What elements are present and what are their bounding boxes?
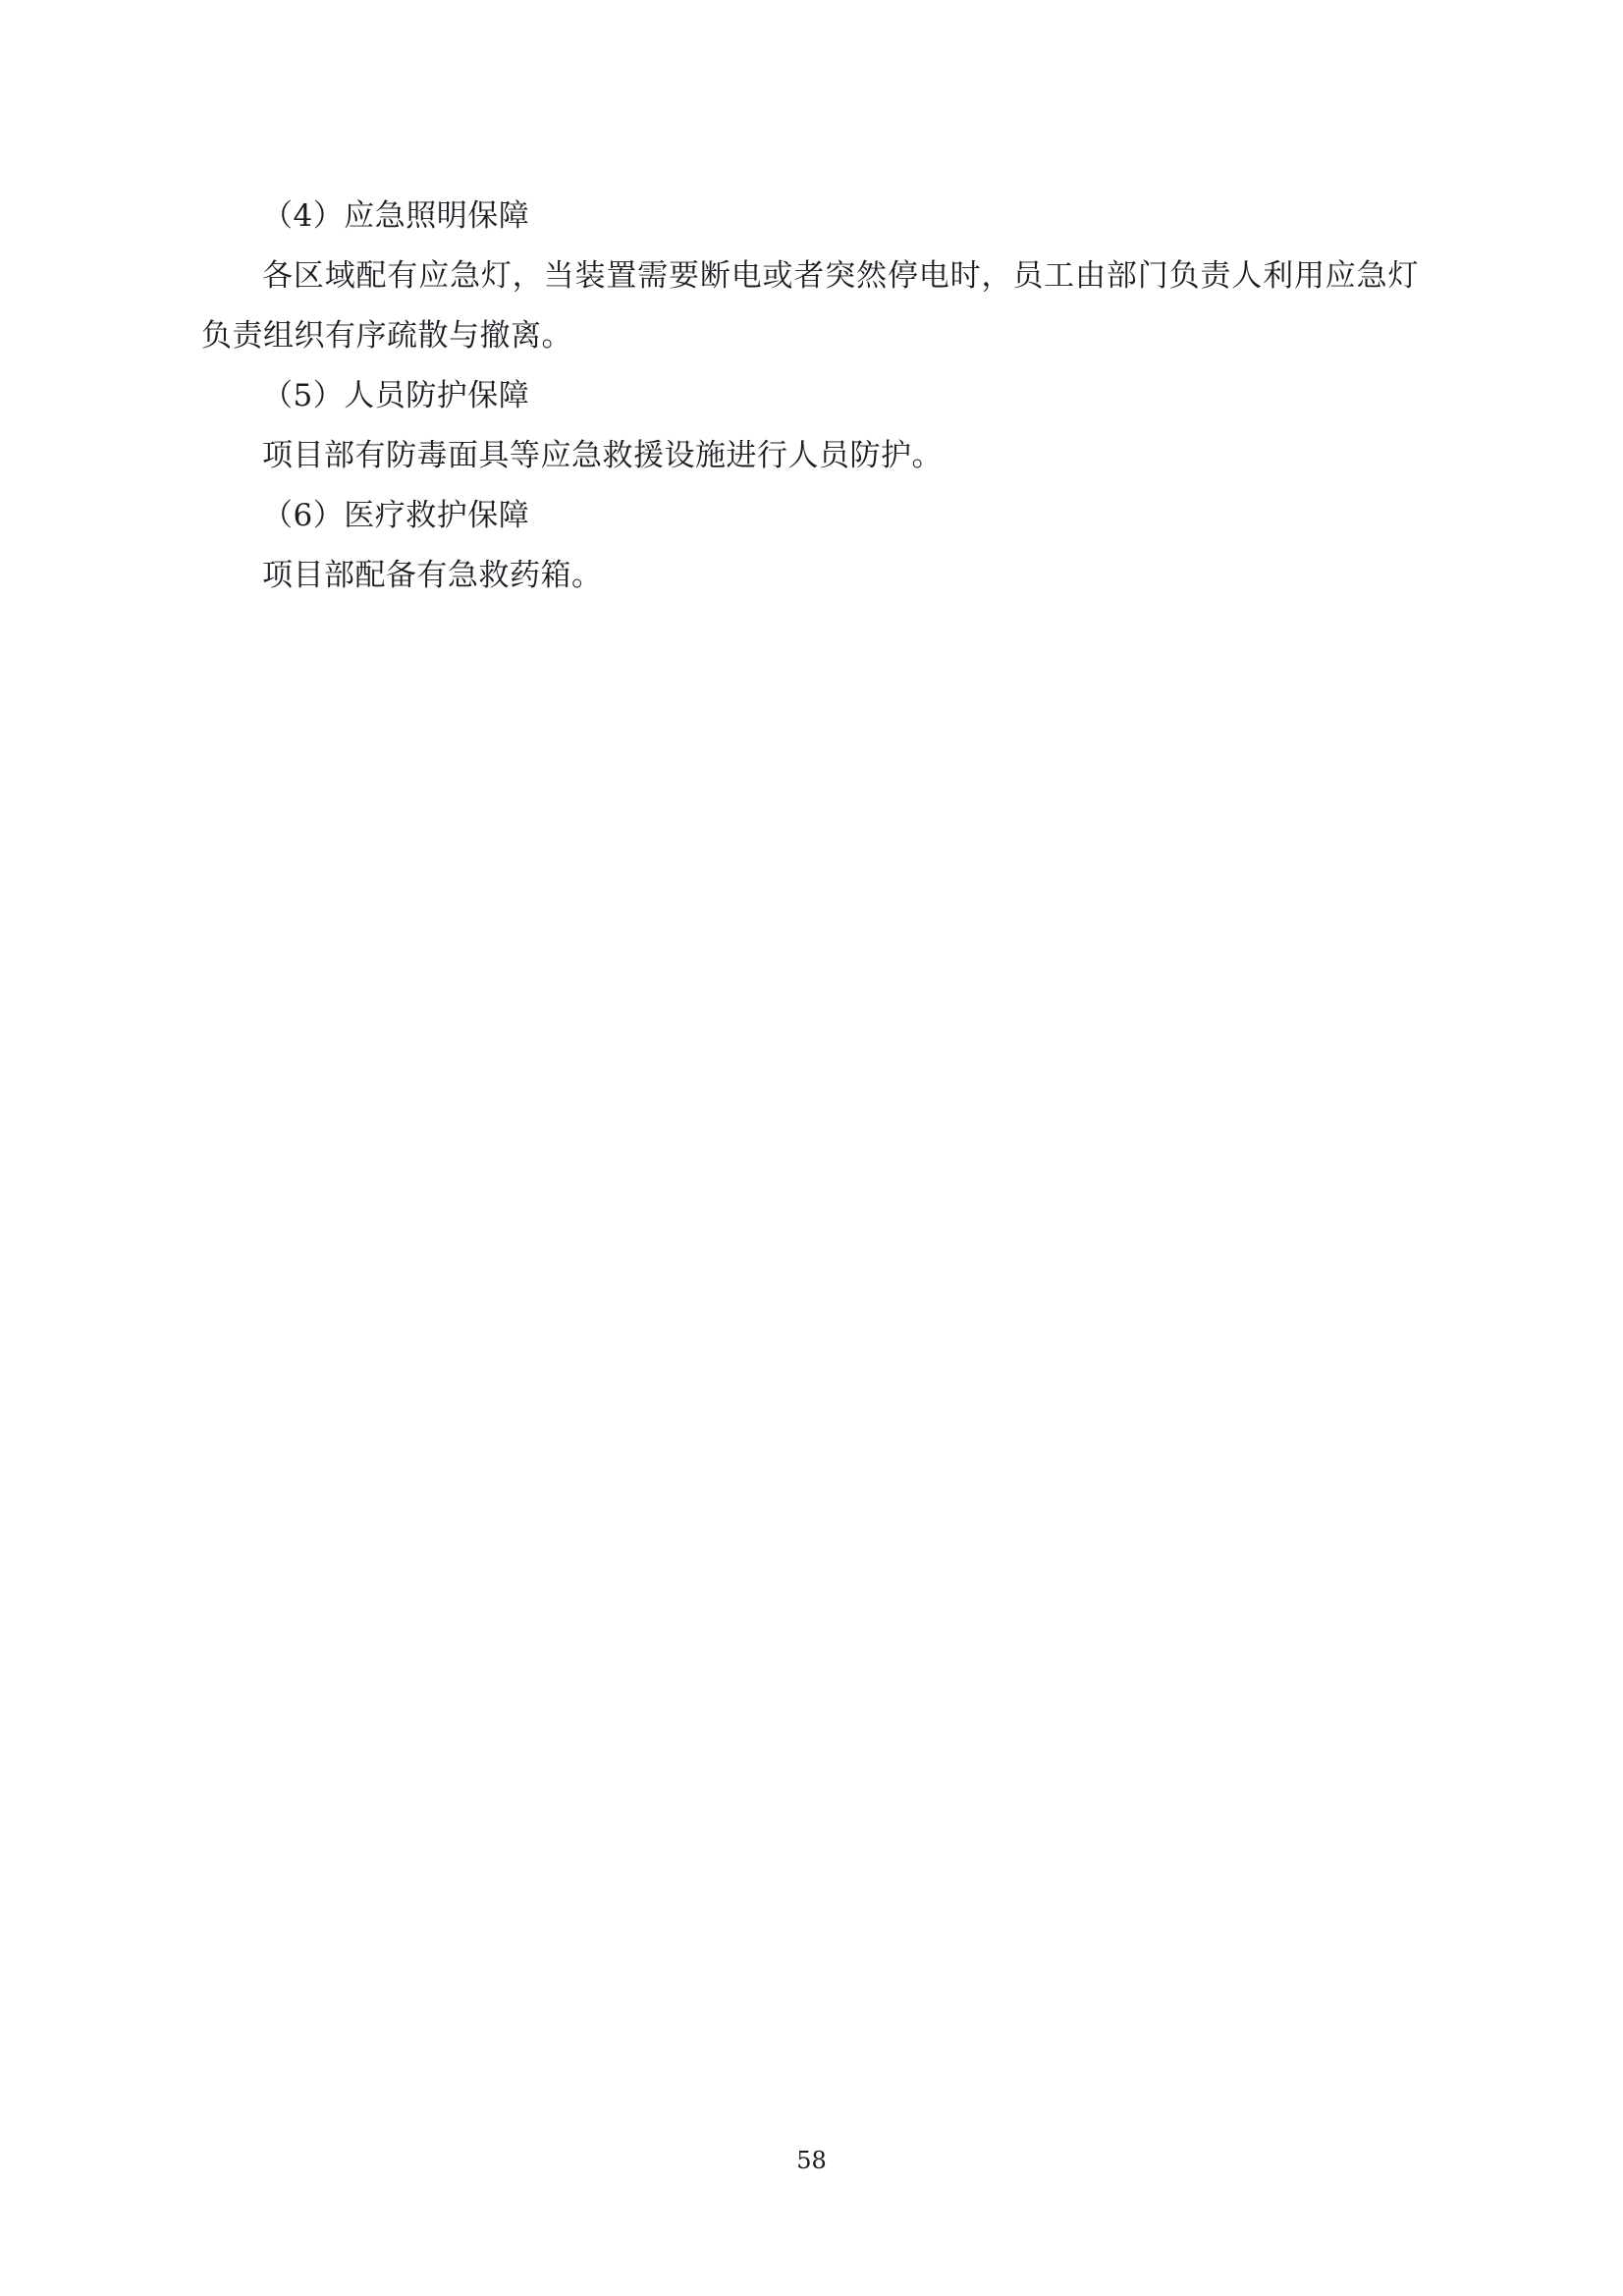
page-content xyxy=(201,187,1419,606)
section-heading-6: （6）医疗救护保障 xyxy=(262,498,530,533)
section-body-5: 项目部有防毒面具等应急救援设施进行人员防护。 xyxy=(262,438,943,473)
section-body-6: 项目部配备有急救药箱。 xyxy=(262,558,603,593)
section-heading-4: （4）应急照明保障 xyxy=(262,198,530,234)
section-body-4: 各区域配有应急灯，当装置需要断电或者突然停电时，员工由部门负责人利用应急灯负责组织有序疏散与撤离。 xyxy=(201,258,1419,354)
section-heading-5: （5）人员防护保障 xyxy=(262,378,530,413)
page-number: 58 xyxy=(796,2147,827,2174)
